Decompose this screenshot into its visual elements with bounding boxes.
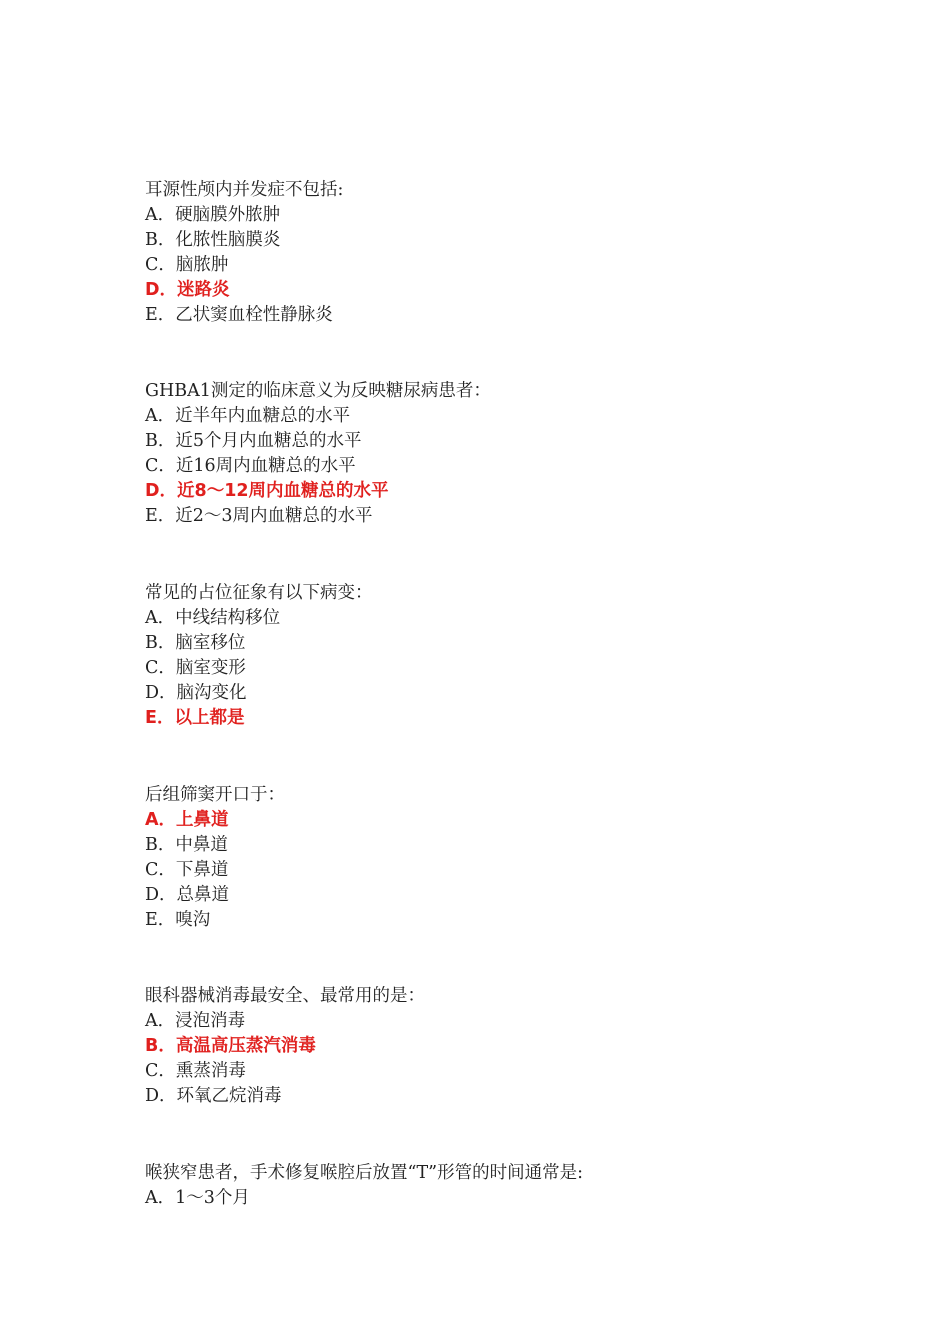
question-stem: 眼科器械消毒最安全、最常用的是： <box>145 986 425 1006</box>
option-b-correct-answer: B．高温高压蒸汽消毒 <box>145 1036 316 1056</box>
question-6 <box>145 1161 845 1211</box>
option-a: A．1～3个月 <box>145 1188 250 1208</box>
option-d-correct-answer: D．迷路炎 <box>145 280 230 300</box>
option-a-correct-answer: A．上鼻道 <box>145 810 229 830</box>
option-c: C．近16周内血糖总的水平 <box>145 456 356 476</box>
option-c: C．脑室变形 <box>145 658 246 678</box>
option-b: B．脑室移位 <box>145 633 246 653</box>
option-a: A．中线结构移位 <box>145 608 281 628</box>
option-d-correct-answer: D．近8～12周内血糖总的水平 <box>145 481 389 501</box>
option-d: D．环氧乙烷消毒 <box>145 1086 282 1106</box>
question-5 <box>145 984 845 1109</box>
option-c: C．脑脓肿 <box>145 255 229 275</box>
option-a: A．硬脑膜外脓肿 <box>145 205 281 225</box>
option-d: D．脑沟变化 <box>145 683 247 703</box>
option-c: C．下鼻道 <box>145 860 229 880</box>
question-stem: 常见的占位征象有以下病变： <box>145 583 373 603</box>
option-e: E．近2～3周内血糖总的水平 <box>145 506 373 526</box>
option-d: D．总鼻道 <box>145 885 230 905</box>
question-1 <box>145 178 845 328</box>
option-b: B．近5个月内血糖总的水平 <box>145 431 362 451</box>
option-a: A．近半年内血糖总的水平 <box>145 406 351 426</box>
question-3 <box>145 581 845 731</box>
question-4 <box>145 783 845 933</box>
option-e: E．乙状窦血栓性静脉炎 <box>145 305 333 325</box>
question-stem: GHBA1测定的临床意义为反映糖尿病患者： <box>145 381 491 401</box>
question-stem: 喉狭窄患者，手术修复喉腔后放置“T”形管的时间通常是: <box>145 1163 583 1183</box>
option-b: B．化脓性脑膜炎 <box>145 230 281 250</box>
option-c: C．熏蒸消毒 <box>145 1061 246 1081</box>
option-a: A．浸泡消毒 <box>145 1011 246 1031</box>
option-b: B．中鼻道 <box>145 835 228 855</box>
option-e-correct-answer: E．以上都是 <box>145 708 245 728</box>
question-stem: 后组筛窦开口于： <box>145 785 285 805</box>
question-stem: 耳源性颅内并发症不包括: <box>145 180 344 200</box>
question-2 <box>145 379 845 529</box>
option-e: E．嗅沟 <box>145 910 211 930</box>
